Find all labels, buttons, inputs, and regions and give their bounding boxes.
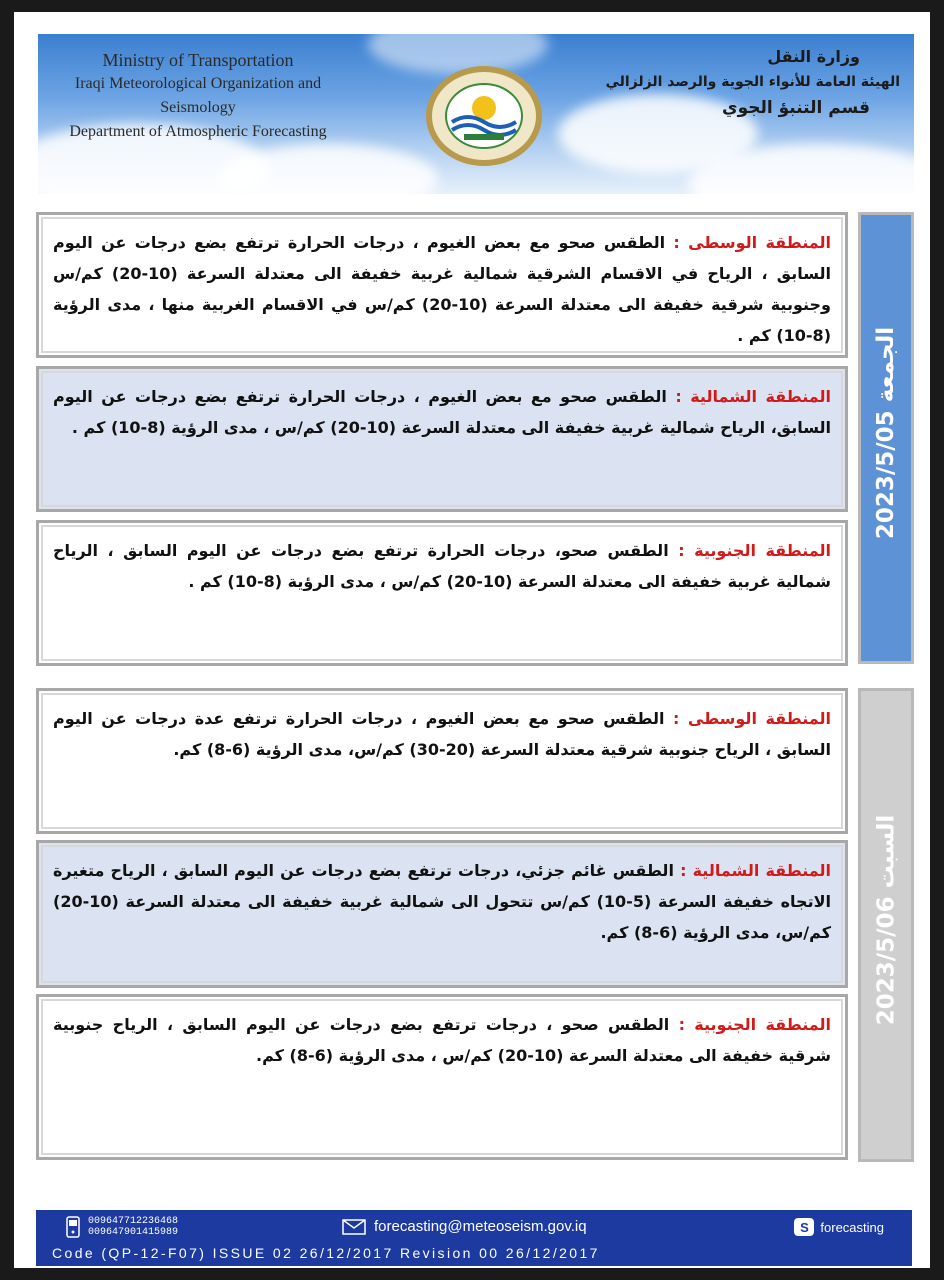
phone-number-2: 009647901415989 [88,1227,179,1238]
envelope-icon [342,1219,366,1235]
region-forecast-text: الطقس صحو، درجات الحرارة ترتفع بضع درجات عن اليوم السابق ، الرياح شمالية غربية خفيفة الى معتدلة السرعة (10-20) كم/س ، مدى الرؤية (8-10) كم . [53,541,831,591]
day-date: 2023/5/05 [873,410,900,540]
region-central-day1 [36,212,848,358]
region-south-day2 [36,994,848,1160]
header-arabic [600,44,900,122]
region-north-day1 [36,366,848,512]
ministry-name-ar: وزارة النقل [767,47,860,66]
region-name: المنطقة الجنوبية : [678,1015,832,1034]
day-strip-friday [858,212,914,664]
organization-logo [424,64,544,168]
region-name: المنطقة الشمالية : [680,861,832,880]
phone-icon [66,1216,80,1238]
skype-handle[interactable]: forecasting [820,1219,884,1235]
region-forecast-text: الطقس صحو مع بعض الغيوم ، درجات الحرارة ترتفع بضع درجات عن اليوم السابق ، الرياح في الاقسام الشرقية شمالية غربية خفيفة الى معتدلة السرعة (10-20) كم/س وجنوبية شرقية خفيفة الى معتدلة السرعة (10-20) كم/س في الاقسام الغربية منها ، مدى الرؤية (8-10) كم . [53,233,832,345]
footer-bar [36,1210,912,1266]
day-name: السبت [873,814,900,889]
header-banner [38,34,914,194]
region-forecast-text: الطقس غائم جزئي، درجات ترتفع بضع درجات عن اليوم السابق ، الرياح متغيرة الاتجاه خفيفة السرعة (5-10) كم/س تتحول الى شمالية غربية خفيفة الى معتدلة السرعة (10-20) كم/س، مدى الرؤية (6-8) كم. [53,861,831,942]
day-label [873,815,899,1036]
skype-icon: S [794,1218,814,1236]
region-name: المنطقة الوسطى : [672,709,831,728]
region-name: المنطقة الجنوبية : [678,541,832,560]
region-central-day2 [36,688,848,834]
region-name: المنطقة الوسطى : [673,233,831,252]
department-name-ar: قسم التنبؤ الجوي [722,98,870,118]
day-label [873,327,899,549]
phone-number-1: 009647712236468 [88,1216,179,1227]
region-south-day1 [36,520,848,666]
department-name-en: Department of Atmospheric Forecasting [69,123,327,140]
footer-email[interactable] [342,1218,587,1235]
day-strip-saturday [858,688,914,1162]
document-code: Code (QP-12-F07) ISSUE 02 26/12/2017 Revision 00 26/12/2017 [52,1245,600,1261]
day-name: الجمعة [873,326,900,403]
email-address[interactable]: forecasting@meteoseism.gov.iq [374,1218,587,1235]
footer-skype[interactable] [794,1218,884,1236]
header-english [48,48,348,144]
ministry-name-en: Ministry of Transportation [102,50,294,70]
day-date: 2023/5/06 [873,896,900,1026]
region-forecast-text: الطقس صحو مع بعض الغيوم ، درجات الحرارة ترتفع بضع درجات عن اليوم السابق، الرياح شمالية غربية خفيفة الى معتدلة السرعة (10-20) كم/س ، مدى الرؤية (8-10) كم . [53,387,831,437]
region-forecast-text: الطقس صحو مع بعض الغيوم ، درجات الحرارة ترتفع عدة درجات عن اليوم السابق ، الرياح جنوبية شرقية معتدلة السرعة (20-30) كم/س، مدى الرؤية (6-8) كم. [53,709,831,759]
organization-name-ar: الهيئة العامة للأنواء الجوية والرصد الزلزالي [605,74,900,90]
region-north-day2 [36,840,848,988]
footer-phone [66,1216,178,1238]
region-forecast-text: الطقس صحو ، درجات ترتفع بضع درجات عن اليوم السابق ، الرياح جنوبية شرقية خفيفة الى معتدلة السرعة (10-20) كم/س ، مدى الرؤية (6-8) كم. [53,1015,831,1065]
region-name: المنطقة الشمالية : [675,387,832,406]
organization-name-en: Iraqi Meteorological Organization and Seismology [74,75,322,116]
